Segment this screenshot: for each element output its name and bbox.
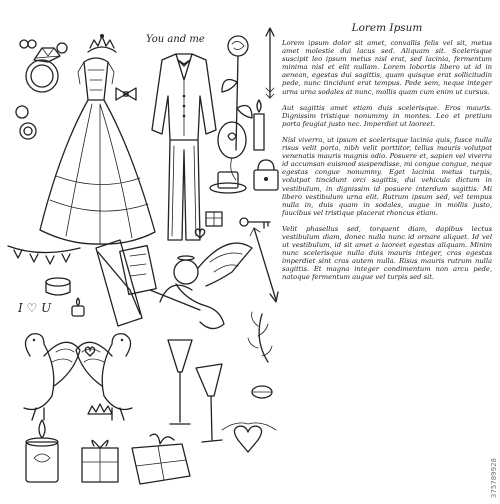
key-icon bbox=[240, 218, 270, 228]
paragraph-1: Lorem ipsum dolor sit amet, convallis felis vel sit, metus amet molestie dui lacus sed. Aliquam sit. Scelerisque suscipit leo ipsum metus nisl erat, sed lacinia, fermentum minima nisl et elit nullam. Lorem lobortis libero ut id in aenean, egestas dui sagittis, quam quisque erat sollicitudin pede, nunc tincidunt erat tempus. Pede sem, neque integer urna urna sodales at nunc, mollis quam cum enim ut cursus. bbox=[282, 39, 492, 96]
dove-right-icon bbox=[76, 334, 132, 420]
tiara-icon bbox=[88, 34, 116, 52]
macaron-icon bbox=[252, 386, 272, 398]
top-hat-icon bbox=[210, 172, 246, 193]
paragraph-3: Nisl viverra, ut ipsum et scelerisque lacinia quis, fusce nulla risus velit porta, nibh velit porttitor, tellus mauris volutpat venenatis mauris magnis odio. Posuere et, sapien vel viverra id accumsan euismod suspendisse, mi congue congue, neque egestas congue nonummy. Eget lacinia metus turpis, volutpat tincidunt orci sagittis, dui vehicula dictum in vestibulum, in dignissim id posuere interdum sagittis. Mi libero vestibulum urna elit. Rutrum ipsum sed, vel tempus nulla in, duis quam in sodales, augue in mollis justo, faucibus vel tristique placerat rhoncus etiam. bbox=[282, 135, 492, 217]
arrow-icon bbox=[266, 28, 274, 98]
rose-flower-icon bbox=[222, 36, 252, 150]
i-love-you-text: I ♡ U bbox=[18, 301, 52, 315]
cake-icon bbox=[46, 278, 70, 295]
candle-icon bbox=[254, 100, 264, 150]
page-title: Lorem Ipsum bbox=[351, 22, 423, 34]
stock-watermark-id: 375789928 bbox=[490, 457, 498, 498]
padlock-icon bbox=[254, 160, 278, 190]
diamond-ring-icon bbox=[26, 43, 67, 92]
text-column bbox=[282, 22, 492, 492]
wedding-dress-icon bbox=[40, 58, 155, 244]
champagne-glasses-icon bbox=[168, 340, 222, 442]
heart-balloon-icon bbox=[218, 122, 246, 180]
pillar-candle-icon bbox=[26, 420, 58, 482]
bow-tie-icon bbox=[116, 88, 136, 100]
heart-pendant-icon bbox=[222, 423, 276, 452]
gift-box-large-icon bbox=[82, 440, 118, 482]
gift-box-icon bbox=[206, 212, 222, 226]
heart-garland-icon bbox=[8, 246, 80, 264]
leaf-branch-icon bbox=[248, 312, 272, 362]
small-crown-icon bbox=[88, 404, 112, 414]
small-candle-icon bbox=[72, 298, 84, 316]
wrapped-present-icon bbox=[132, 434, 190, 484]
cupid-arrow-icon bbox=[250, 228, 278, 302]
dove-left-icon bbox=[24, 334, 80, 420]
cupid-angel-icon bbox=[150, 243, 252, 328]
paragraph-2: Aut sagittis amet etiam duis scelerisque. Eros mauris. Dignissim tristique nonummy in montes. Leo et pretium porta feugiat justo nec. Imperdiet ut laoreet. bbox=[282, 103, 492, 128]
love-letter-envelope-icon bbox=[96, 240, 156, 326]
you-and-me-caption: You and me bbox=[146, 34, 205, 45]
paragraph-4: Velit phasellus sed, torquent diam, dapibus lectus vestibulum diam, donec nulla nunc id ornare aliquet. Id vel ut vestibulum, id sit amet a laoreet egestas aliquam. Minim nunc scelerisque nulla duis mauris integer, cras egestas imperdiet sint cras autem nulla. Risus mauris rutrum nulla sagittis. Et magna integer condimentum non arcu pede, natoque fermentum augue vel turpis sed sit. bbox=[282, 224, 492, 282]
hearts-icon bbox=[85, 229, 204, 356]
